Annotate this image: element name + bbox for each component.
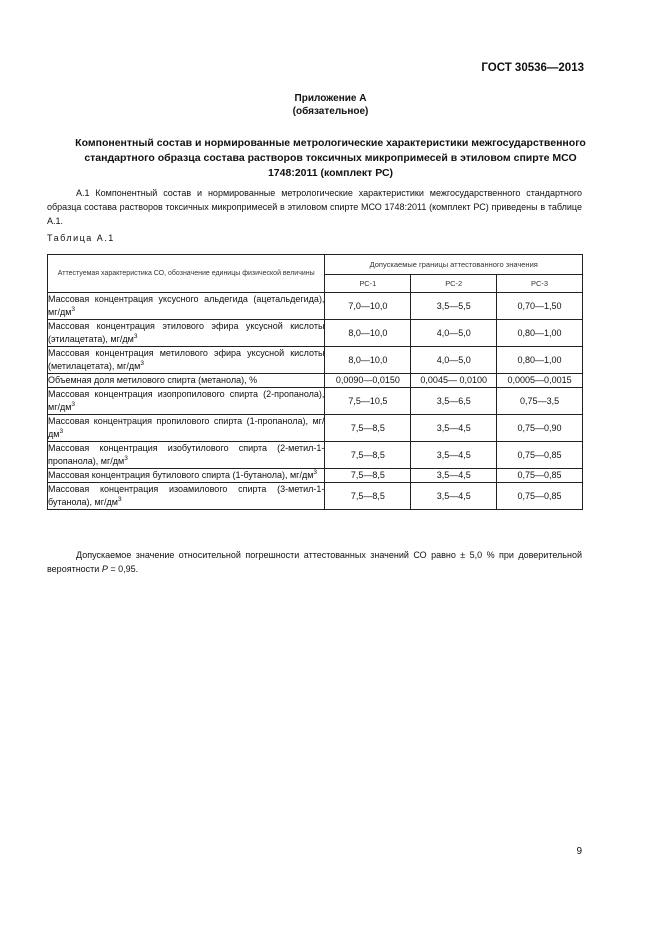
bounds-group-header: Допускаемые границы аттестованного значения bbox=[325, 255, 583, 275]
value-cell-rs1: 7,0—10,0 bbox=[325, 293, 411, 320]
value-cell-rs3: 0,80—1,00 bbox=[497, 347, 583, 374]
value-cell-rs3: 0,75—0,85 bbox=[497, 469, 583, 483]
parameter-cell bbox=[48, 388, 325, 415]
table-row bbox=[48, 293, 583, 320]
parameter-cell bbox=[48, 442, 325, 469]
value-cell-rs2: 3,5—4,5 bbox=[411, 442, 497, 469]
appendix-subtitle: (обязательное) bbox=[292, 106, 369, 117]
page-number: 9 bbox=[576, 846, 582, 857]
section-title: Компонентный состав и нормированные метрологические характеристики межгосударственного стандартного образца состава растворов токсичных микропримесей в этиловом спирте МСО 1748:2011 (комплект РС) bbox=[75, 137, 586, 179]
parameter-name: Массовая концентрация изопропилового спирта (2-пропанола), мг/дм bbox=[48, 389, 325, 412]
unit-superscript: 3 bbox=[71, 306, 76, 313]
value-cell-rs3: 0,75—3,5 bbox=[497, 388, 583, 415]
document-code: ГОСТ 30536—2013 bbox=[481, 62, 584, 74]
column-header-rs2: РС-2 bbox=[411, 275, 497, 293]
value-cell-rs3: 0,70—1,50 bbox=[497, 293, 583, 320]
parameter-name: Массовая концентрация метилового эфира уксусной кислоты (метилацетата), мг/дм bbox=[48, 348, 325, 371]
value-cell-rs3: 0,0005—0,0015 bbox=[497, 374, 583, 388]
value-cell-rs1: 7,5—8,5 bbox=[325, 415, 411, 442]
value-cell-rs3: 0,75—0,85 bbox=[497, 483, 583, 510]
probability-symbol: P bbox=[101, 564, 108, 574]
table-row bbox=[48, 415, 583, 442]
value-cell-rs2: 4,0—5,0 bbox=[411, 320, 497, 347]
parameter-cell bbox=[48, 293, 325, 320]
parameter-name: Массовая концентрация бутилового спирта (1-бутанола), мг/дм bbox=[48, 470, 314, 480]
intro-paragraph: А.1 Компонентный состав и нормированные метрологические характеристики межгосударственного стандартного образца состава растворов токсичных микропримесей в этиловом спирте МСО 1748:2011 (комплект РС) приведены в таблице А.1. bbox=[47, 188, 582, 226]
parameter-name: Массовая концентрация изобутилового спирта (2-метил-1-пропанола), мг/дм bbox=[48, 443, 325, 466]
table-row bbox=[48, 347, 583, 374]
parameter-cell bbox=[48, 374, 325, 388]
table-row bbox=[48, 388, 583, 415]
unit-superscript: 3 bbox=[140, 360, 144, 367]
table-row bbox=[48, 320, 583, 347]
value-cell-rs2: 3,5—6,5 bbox=[411, 388, 497, 415]
value-cell-rs2: 3,5—4,5 bbox=[411, 483, 497, 510]
unit-superscript: 3 bbox=[124, 455, 128, 462]
table-row bbox=[48, 469, 583, 483]
value-cell-rs2: 4,0—5,0 bbox=[411, 347, 497, 374]
appendix-title: Приложение А bbox=[294, 93, 367, 104]
note-text-before: Допускаемое значение относительной погрешности аттестованных значений СО равно ± 5,0 % при доверительной вероятности bbox=[47, 550, 582, 574]
value-cell-rs1: 8,0—10,0 bbox=[325, 347, 411, 374]
unit-superscript: 3 bbox=[71, 401, 76, 408]
value-cell-rs3: 0,80—1,00 bbox=[497, 320, 583, 347]
table-row bbox=[48, 374, 583, 388]
appendix-heading bbox=[0, 92, 661, 118]
parameter-name: Объемная доля метилового спирта (метанола), % bbox=[48, 375, 258, 385]
unit-superscript: 3 bbox=[59, 428, 64, 435]
value-cell-rs1: 7,5—8,5 bbox=[325, 483, 411, 510]
characteristics-table bbox=[47, 254, 583, 510]
parameter-name: Массовая концентрация уксусного альдегида (ацетальдегида), мг/дм bbox=[48, 294, 325, 317]
value-cell-rs1: 7,5—8,5 bbox=[325, 469, 411, 483]
column-header-rs1: РС-1 bbox=[325, 275, 411, 293]
unit-superscript: 3 bbox=[313, 469, 318, 476]
value-cell-rs2: 0,0045— 0,0100 bbox=[411, 374, 497, 388]
parameter-cell bbox=[48, 347, 325, 374]
unit-superscript: 3 bbox=[133, 333, 138, 340]
value-cell-rs3: 0,75—0,85 bbox=[497, 442, 583, 469]
parameter-cell bbox=[48, 320, 325, 347]
parameter-cell bbox=[48, 415, 325, 442]
parameter-cell bbox=[48, 469, 325, 483]
column-header-rs3: РС-3 bbox=[497, 275, 583, 293]
value-cell-rs1: 0,0090—0,0150 bbox=[325, 374, 411, 388]
parameter-name: Массовая концентрация пропилового спирта (1-пропанола), мг/дм bbox=[48, 416, 325, 439]
value-cell-rs2: 3,5—5,5 bbox=[411, 293, 497, 320]
unit-superscript: 3 bbox=[117, 496, 122, 503]
table-caption: Таблица А.1 bbox=[47, 233, 115, 243]
note-paragraph bbox=[47, 548, 582, 576]
parameter-cell bbox=[48, 483, 325, 510]
table-row bbox=[48, 442, 583, 469]
table-body bbox=[48, 293, 583, 510]
parameter-name: Массовая концентрация этилового эфира уксусной кислоты (этилацетата), мг/дм bbox=[48, 321, 325, 344]
note-text-after: = 0,95. bbox=[107, 564, 139, 574]
value-cell-rs3: 0,75—0,90 bbox=[497, 415, 583, 442]
value-cell-rs2: 3,5—4,5 bbox=[411, 469, 497, 483]
parameter-name: Массовая концентрация изоамилового спирта (3-метил-1-бутанола), мг/дм bbox=[48, 484, 325, 507]
value-cell-rs1: 7,5—8,5 bbox=[325, 442, 411, 469]
value-cell-rs1: 8,0—10,0 bbox=[325, 320, 411, 347]
param-column-header: Аттестуемая характеристика СО, обозначение единицы физической величины bbox=[48, 255, 325, 293]
table-row bbox=[48, 483, 583, 510]
value-cell-rs1: 7,5—10,5 bbox=[325, 388, 411, 415]
value-cell-rs2: 3,5—4,5 bbox=[411, 415, 497, 442]
